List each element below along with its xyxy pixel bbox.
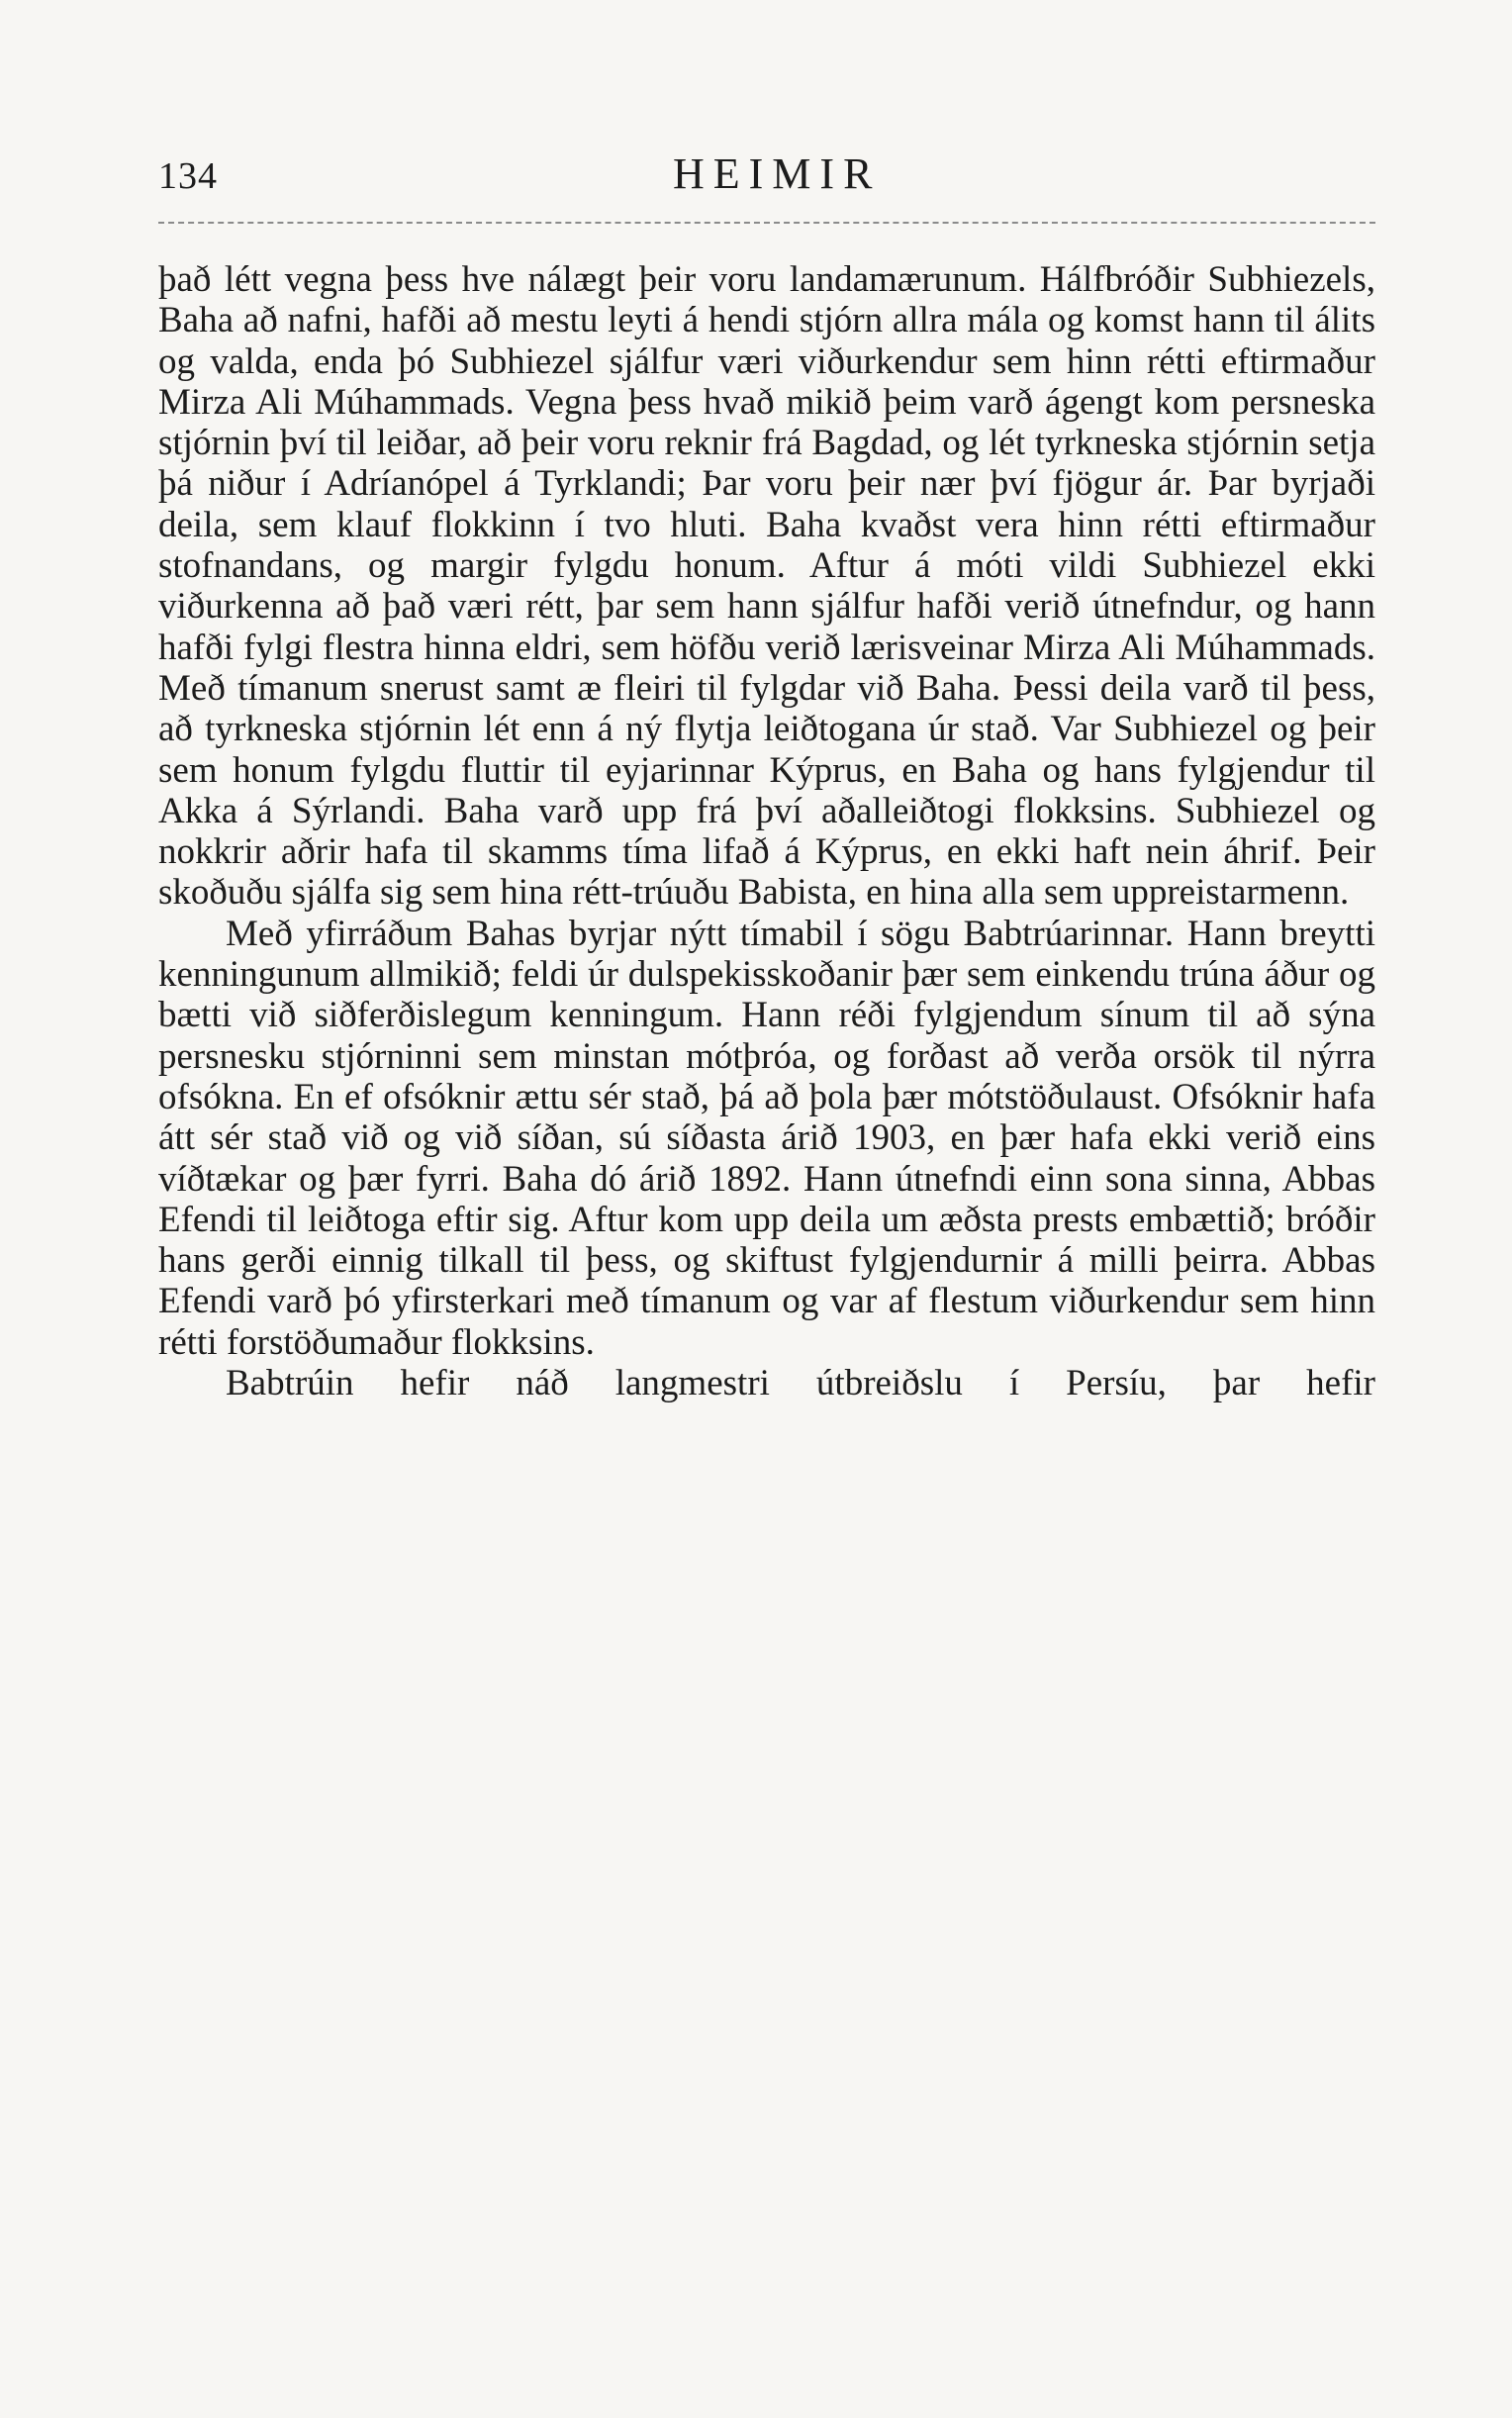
page-number: 134 — [158, 155, 218, 197]
header-rule — [158, 222, 1375, 224]
running-title: HEIMIR — [673, 149, 882, 198]
paragraph-continued: það létt vegna þess hve nálægt þeir voru landamærunum. Hálfbróðir Subhiezels, Baha að nafni, hafði að mestu leyti á hendi stjórn allra mála og komst hann til álits og valda, enda þó Subhiezel sjálfur væri viðurkendur sem hinn rétti eftirmaður Mirza Ali Múhammads. Vegna þess hvað mikið þeim varð ágengt kom persneska stjórnin því til leiðar, að þeir voru reknir frá Bagdad, og lét tyrkneska stjórnin setja þá niður í Adríanópel á Tyrklandi; Þar voru þeir nær því fjögur ár. Þar byrjaði deila, sem klauf flokkinn í tvo hluti. Baha kvaðst vera hinn rétti eftirmaður stofnandans, og margir fylgdu honum. Aftur á móti vildi Subhiezel ekki viðurkenna að það væri rétt, þar sem hann sjálfur hafði verið útnefndur, og hann hafði fylgi flestra hinna eldri, sem höfðu verið lærisveinar Mirza Ali Múhammads. Með tímanum snerust samt æ fleiri til fylgdar við Baha. Þessi deila varð til þess, að tyrkneska stjórnin lét enn á ný flytja leiðtogana úr stað. Var Subhiezel og þeir sem honum fylgdu fluttir til eyjarinnar Kýprus, en Baha og hans fylgjendur til Akka á Sýrlandi. Baha varð upp frá því aðalleiðtogi flokksins. Subhiezel og nokkrir aðrir hafa til skamms tíma lifað á Kýprus, en ekki haft nein áhrif. Þeir skoðuðu sjálfa sig sem hina rétt-trúuðu Babista, en hina alla sem uppreistarmenn. — [158, 259, 1375, 914]
paragraph: Með yfirráðum Bahas byrjar nýtt tímabil í sögu Babtrúarinnar. Hann breytti kenningunum allmikið; feldi úr dulspekisskoðanir þær sem einkendu trúna áður og bætti við siðferðislegum kenningum. Hann réði fylgjendum sínum til að sýna persnesku stjórninni sem minstan mótþróa, og forðast að verða orsök til nýrra ofsókna. En ef ofsóknir ættu sér stað, þá að þola þær mótstöðulaust. Ofsóknir hafa átt sér stað við og við síðan, sú síðasta árið 1903, en þær hafa ekki verið eins víðtækar og þær fyrri. Baha dó árið 1892. Hann útnefndi einn sona sinna, Abbas Efendi til leiðtoga eftir sig. Aftur kom upp deila um æðsta prests embættið; bróðir hans gerði einnig tilkall til þess, og skiftust fylgjendurnir á milli þeirra. Abbas Efendi varð þó yfirsterkari með tímanum og var af flestum viðurkendur sem hinn rétti forstöðumaður flokksins. — [158, 913, 1375, 1363]
running-header — [158, 148, 1375, 208]
body-text — [158, 259, 1375, 1403]
paragraph: Babtrúin hefir náð langmestri útbreiðslu í Persíu, þar hefir — [226, 1363, 1375, 1404]
